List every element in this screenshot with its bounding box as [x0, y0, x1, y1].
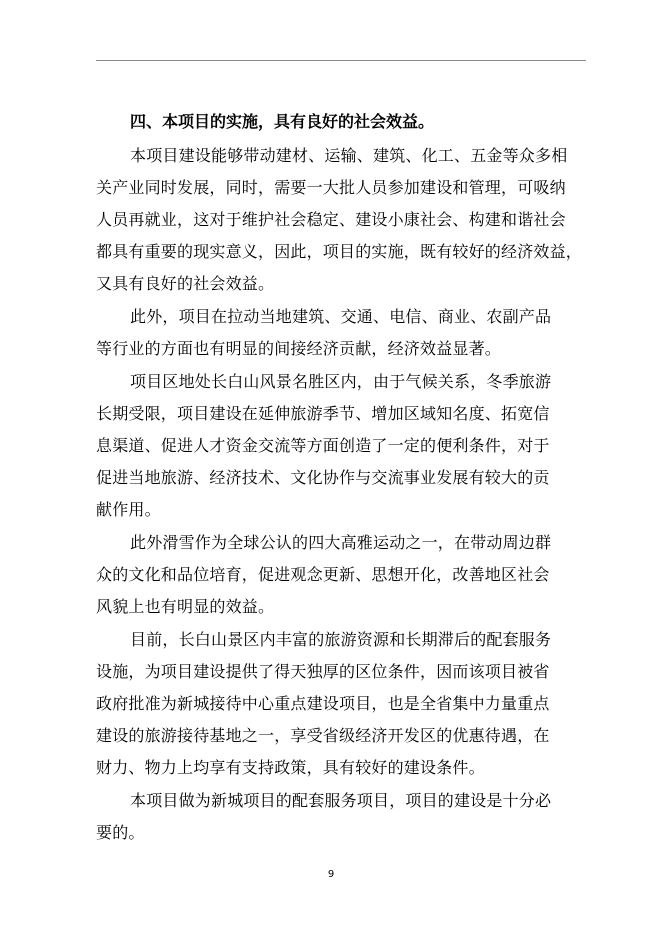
- paragraph-5-line-5: 财力、物力上均享有支持政策，具有较好的建设条件。: [96, 758, 485, 777]
- paragraph-1-line-3: 人员再就业，这对于维护社会稳定、建设小康社会、构建和谐社会: [96, 210, 566, 229]
- paragraph-5-line-4: 建设的旅游接待基地之一，享受省级经济开发区的优惠待遇，在: [96, 726, 550, 745]
- paragraph-3-line-3: 息渠道、促进人才资金交流等方面创造了一定的便利条件，对于: [96, 436, 550, 455]
- paragraph-6-line-1: 本项目做为新城项目的配套服务项目，项目的建设是十分必: [130, 791, 552, 810]
- paragraph-4-line-3: 风貌上也有明显的效益。: [96, 597, 275, 616]
- paragraph-4-line-2: 众的文化和品位培育，促进观念更新、思想开化，改善地区社会: [96, 565, 550, 584]
- paragraph-1-line-5: 又具有良好的社会效益。: [96, 274, 275, 293]
- paragraph-5-line-3: 政府批准为新城接待中心重点建设项目，也是全省集中力量重点: [96, 694, 550, 713]
- paragraph-3-line-4: 促进当地旅游、经济技术、文化协作与交流事业发展有较大的贡: [96, 468, 550, 487]
- page-number: 9: [327, 869, 335, 880]
- paragraph-4-line-1: 此外滑雪作为全球公认的四大高雅运动之一，在带动周边群: [130, 533, 552, 552]
- paragraph-1-line-2: 关产业同时发展，同时，需要一大批人员参加建设和管理，可吸纳: [96, 178, 566, 197]
- paragraph-2-line-2: 等行业的方面也有明显的间接经济贡献，经济效益显著。: [96, 339, 502, 358]
- paragraph-6-line-2: 要的。: [96, 823, 145, 842]
- header-rule: [96, 60, 586, 61]
- paragraph-1-line-1: 本项目建设能够带动建材、运输、建筑、化工、五金等众多相: [130, 146, 568, 165]
- paragraph-3-line-1: 项目区地处长白山风景名胜区内，由于气候关系，冬季旅游: [130, 372, 552, 391]
- section-heading: 四、本项目的实施，具有良好的社会效益。: [130, 112, 435, 131]
- paragraph-3-line-5: 献作用。: [96, 500, 161, 519]
- paragraph-3-line-2: 长期受限，项目建设在延伸旅游季节、增加区域知名度、拓宽信: [96, 404, 550, 423]
- paragraph-5-line-2: 设施，为项目建设提供了得天独厚的区位条件，因而该项目被省: [96, 662, 550, 681]
- paragraph-5-line-1: 目前，长白山景区内丰富的旅游资源和长期滞后的配套服务: [130, 630, 552, 649]
- paragraph-1-line-4: 都具有重要的现实意义，因此，项目的实施，既有较好的经济效益，: [96, 242, 583, 261]
- paragraph-2-line-1: 此外，项目在拉动当地建筑、交通、电信、商业、农副产品: [130, 307, 552, 326]
